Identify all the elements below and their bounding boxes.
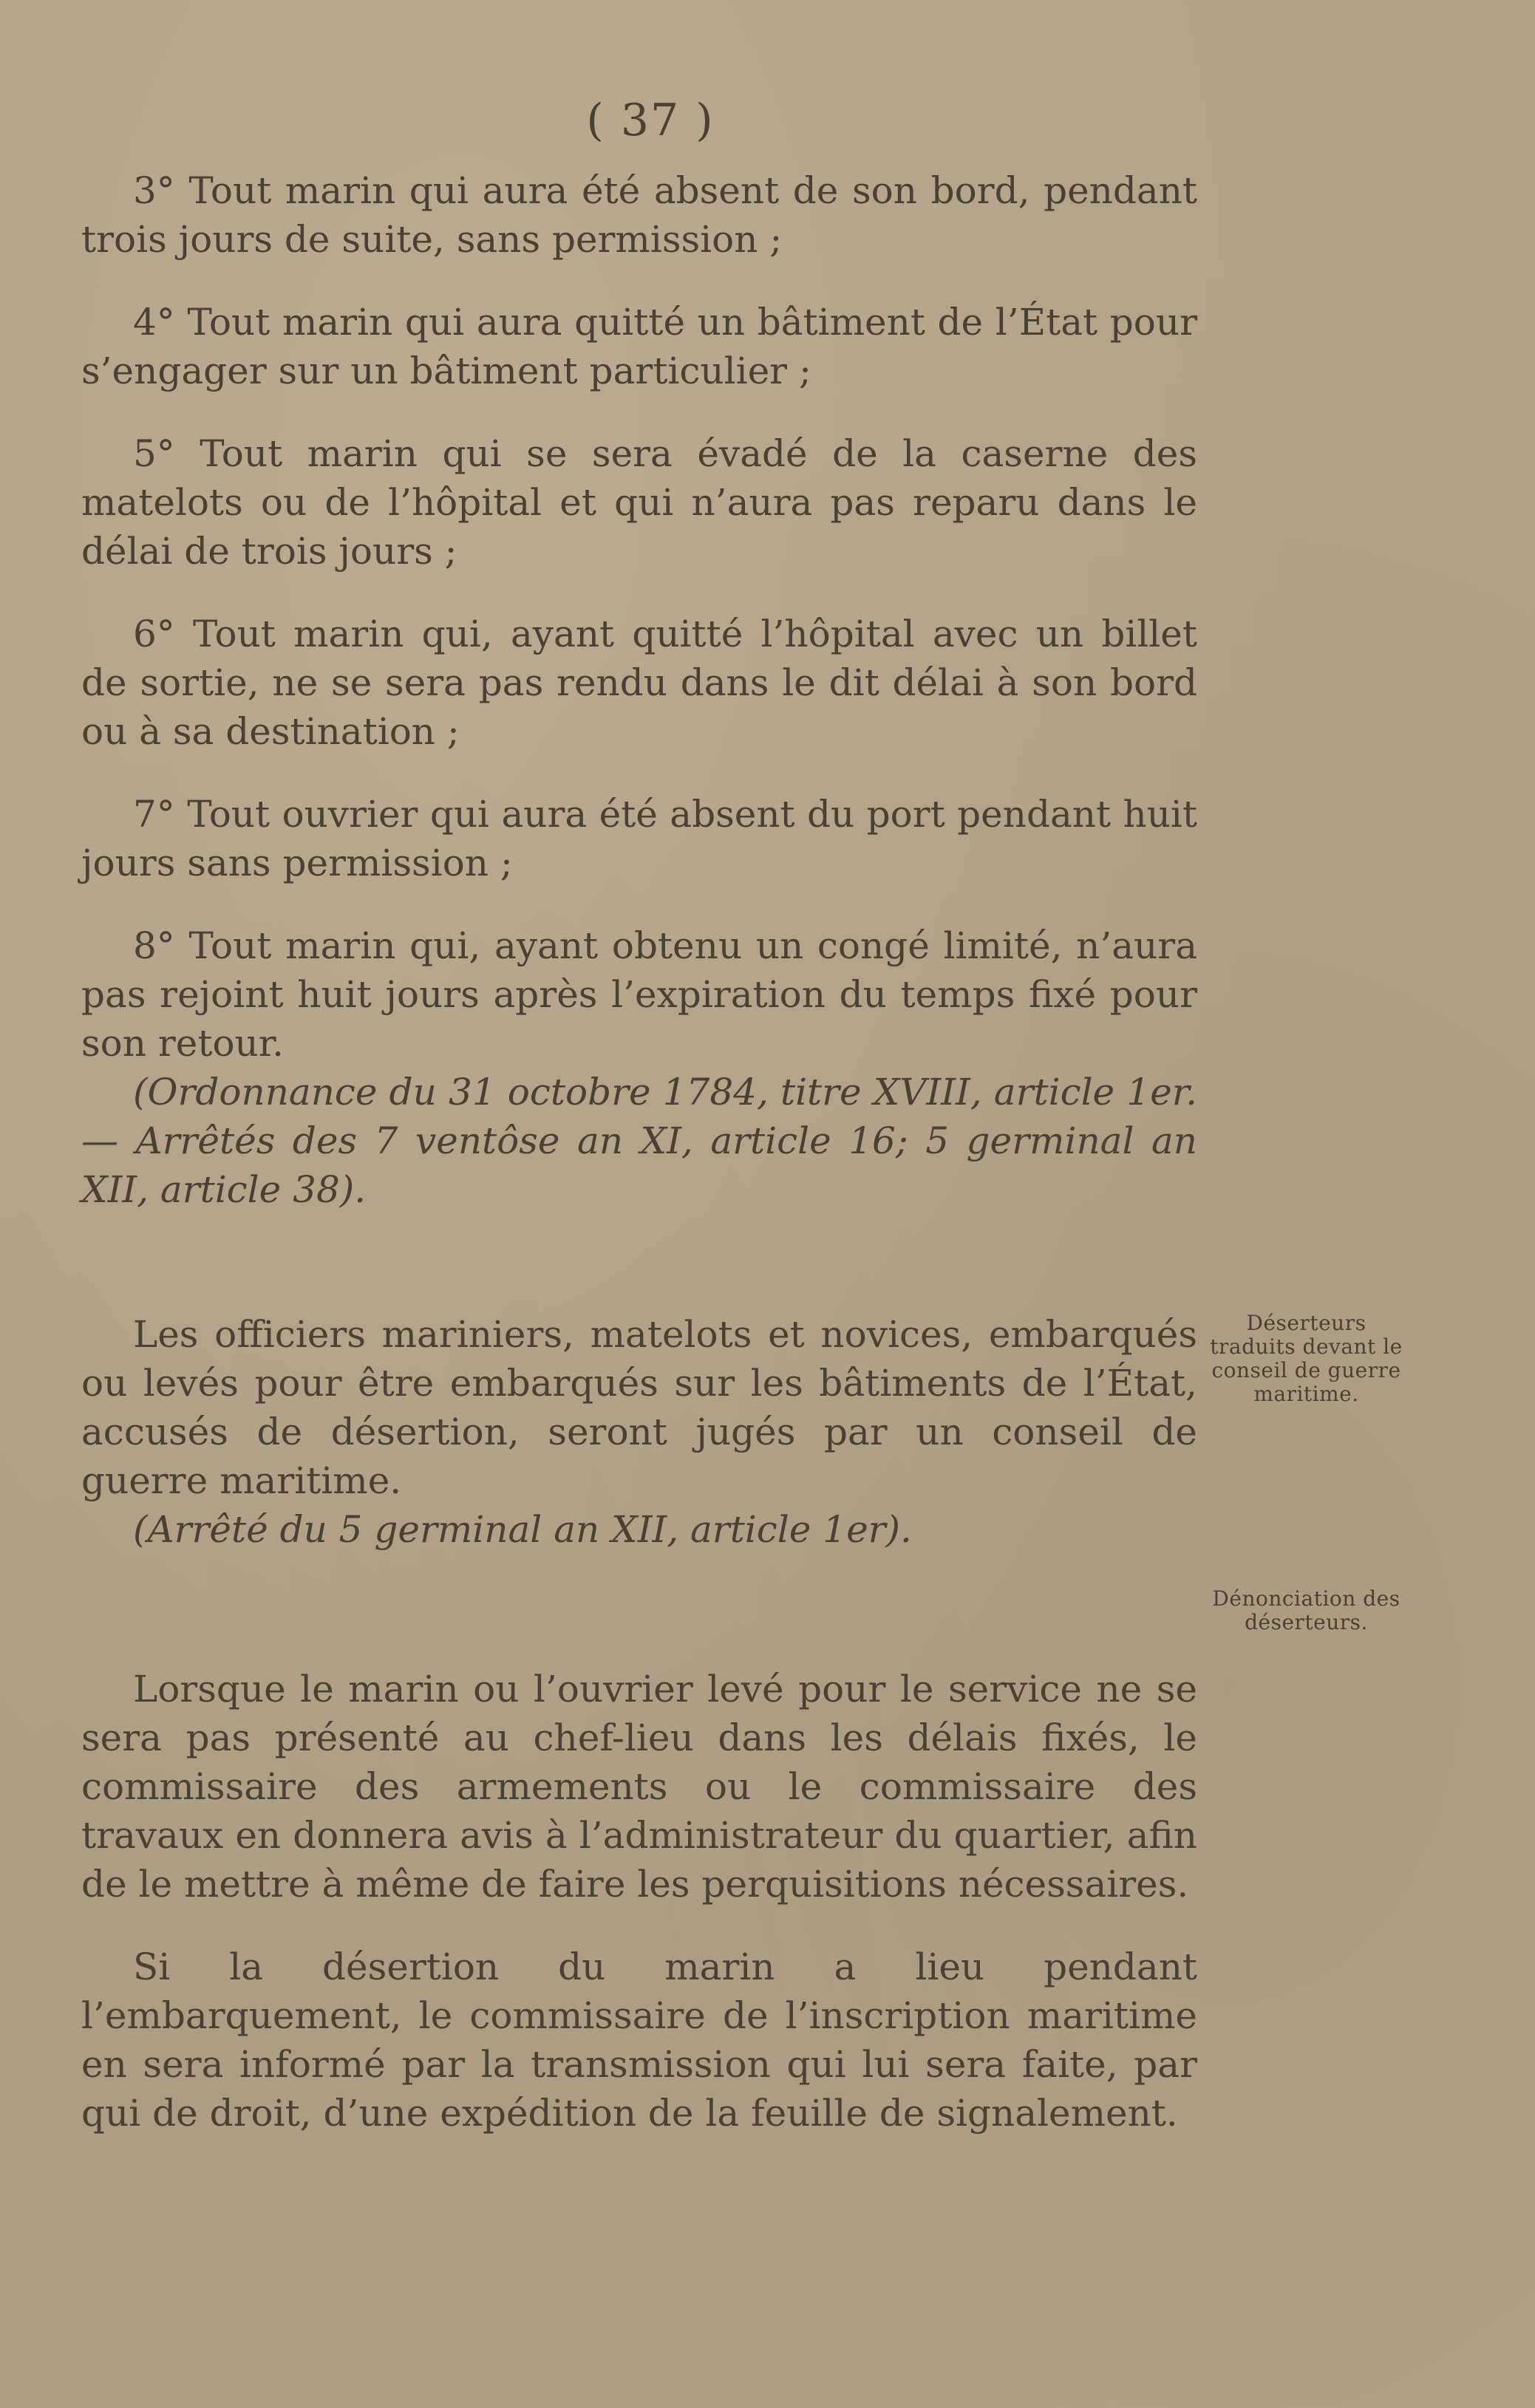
paragraph-item-6: 6° Tout marin qui, ayant quitté l’hôpital avec un billet de sortie, ne se sera pas rendu dans le dit délai à son bord ou à sa destination ; bbox=[81, 613, 1197, 753]
page-number: ( 37 ) bbox=[586, 95, 715, 146]
paragraph-conseil-de-guerre: Les officiers mariniers, matelots et novices, embarqués ou levés pour être embarqués sur les bâtiments de l’État, accusés de désertion, seront jugés par un conseil de guerre maritime. bbox=[81, 1313, 1197, 1502]
citation-arrete: (Arrêté du 5 germinal an XII, article 1er). bbox=[133, 1508, 912, 1551]
margin-note-deserteurs: Déserteurs traduits devant le conseil de guerre maritime. bbox=[1210, 1311, 1403, 1406]
paragraph-item-3: 3° Tout marin qui aura été absent de son bord, pendant trois jours de suite, sans permission ; bbox=[81, 169, 1197, 261]
paragraph-item-7: 7° Tout ouvrier qui aura été absent du port pendant huit jours sans permission ; bbox=[81, 793, 1197, 884]
paragraph-embarquement: Si la désertion du marin a lieu pendant l’embarquement, le commissaire de l’inscription maritime en sera informé par la transmission qui lui sera faite, par qui de droit, d’une expédition de la feuille de signalement. bbox=[81, 1945, 1197, 2135]
main-text-column bbox=[81, 166, 1197, 2138]
paragraph-item-8: 8° Tout marin qui, ayant obtenu un congé limité, n’aura pas rejoint huit jours après l’expiration du temps fixé pour son retour. bbox=[81, 924, 1197, 1065]
citation-ordonnance: (Ordonnance du 31 octobre 1784, titre XVIII, article 1er. — Arrêtés des 7 ventôse an XI, article 16; 5 germinal an XII, article 38). bbox=[81, 1071, 1197, 1211]
margin-note-denonciation: Dénonciation des déserteurs. bbox=[1212, 1586, 1400, 1634]
paragraph-item-4: 4° Tout marin qui aura quitté un bâtiment de l’État pour s’engager sur un bâtiment particulier ; bbox=[81, 301, 1197, 392]
paragraph-item-5: 5° Tout marin qui se sera évadé de la caserne des matelots ou de l’hôpital et qui n’aura pas reparu dans le délai de trois jours ; bbox=[81, 432, 1197, 573]
paragraph-denonciation: Lorsque le marin ou l’ouvrier levé pour le service ne se sera pas présenté au chef-lieu dans les délais fixés, le commissaire des armements ou le commissaire des travaux en donnera avis à l’administrateur du quartier, afin de le mettre à même de faire les perquisitions nécessaires. bbox=[81, 1668, 1197, 1906]
